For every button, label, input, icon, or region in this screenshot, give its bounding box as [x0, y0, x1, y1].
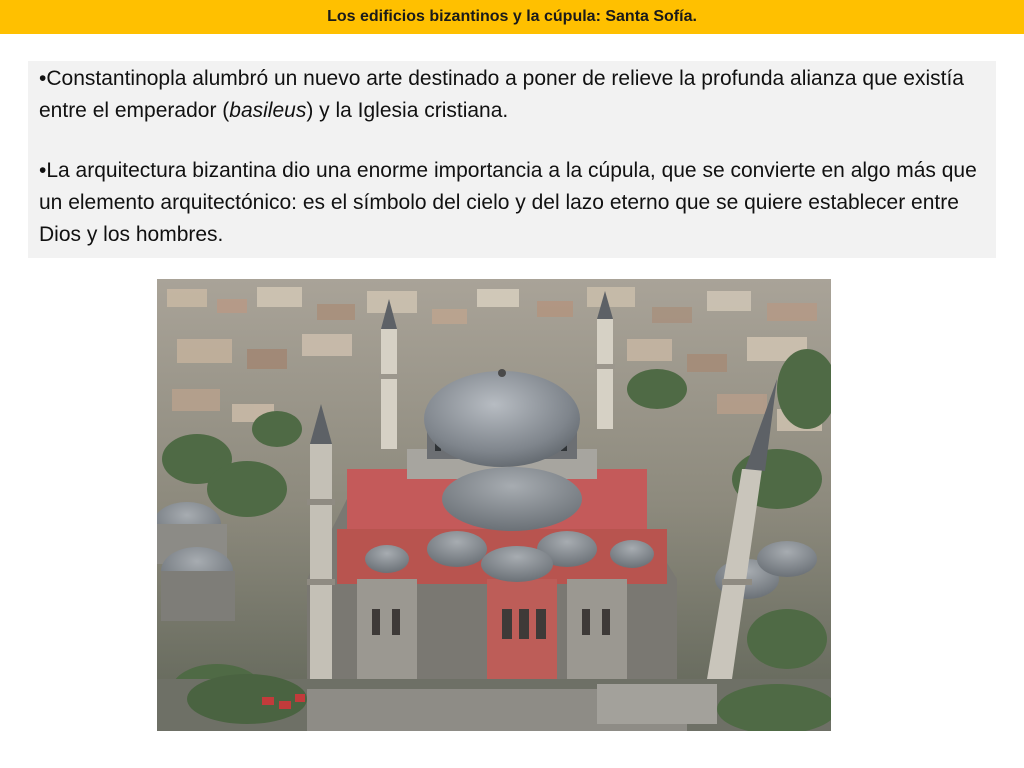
bullet-1-italic: basileus — [229, 99, 307, 122]
slide-title: Los edificios bizantinos y la cúpula: Santa Sofía. — [327, 8, 697, 25]
bullet-1 — [39, 63, 986, 127]
bullet-1-end: ) y la Iglesia cristiana. — [306, 99, 509, 122]
hagia-sophia-illustration — [157, 279, 831, 731]
bullet-1-start: •Constantinopla alumbró un nuevo arte destinado a poner de relieve la profunda alianza que existía entre el emperador ( — [39, 67, 964, 122]
text-box — [28, 61, 996, 258]
hagia-sophia-photo — [157, 279, 831, 731]
foreground — [157, 674, 831, 731]
bullet-2: •La arquitectura bizantina dio una enorme importancia a la cúpula, que se convierte en algo más que un elemento arquitectónico: es el símbolo del cielo y del lazo eterno que se quiere establecer entre Dios y los hombres. — [39, 159, 977, 246]
title-bar — [0, 0, 1024, 34]
